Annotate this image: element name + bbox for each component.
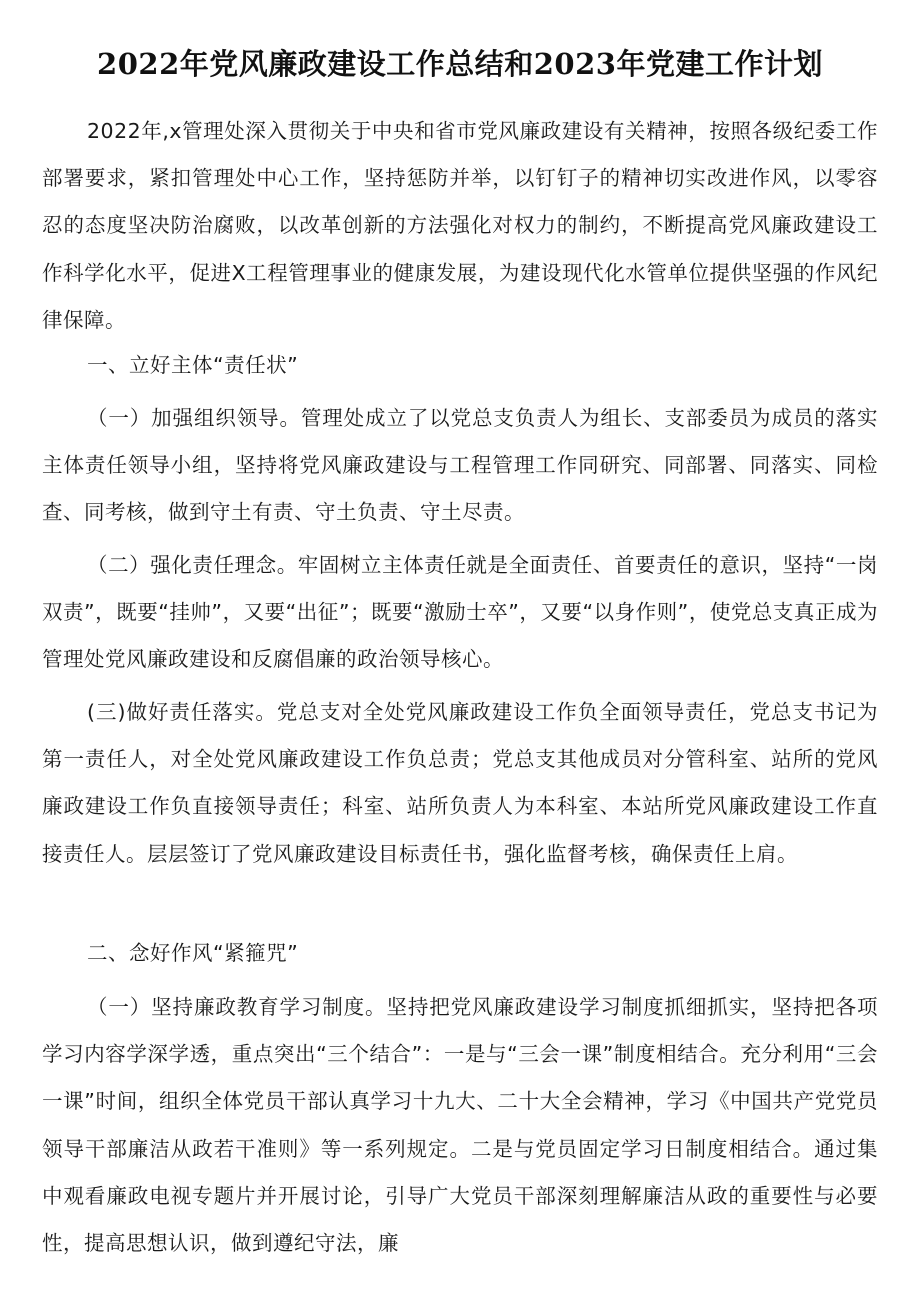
- section-2-heading: 二、念好作风“紧箍咒”: [87, 941, 299, 965]
- section-1-item-1: （一）加强组织领导。管理处成立了以党总支负责人为组长、支部委员为成员的落实主体责任领导小组，坚持将党风廉政建设与工程管理工作同研究、同部署、同落实、同检查、同考核，做到守土有责、守土负责、守土尽责。: [42, 406, 878, 525]
- section-1-item-3: (三)做好责任落实。党总支对全处党风廉政建设工作负全面领导责任，党总支书记为第一责任人，对全处党风廉政建设工作负总责；党总支其他成员对分管科室、站所的党风廉政建设工作负直接领导责任；科室、站所负责人为本科室、本站所党风廉政建设工作直接责任人。层层签订了党风廉政建设目标责任书，强化监督考核，确保责任上肩。: [42, 700, 878, 866]
- section-2-item-1: （一）坚持廉政教育学习制度。坚持把党风廉政建设学习制度抓细抓实，坚持把各项学习内容学深学透，重点突出“三个结合”：一是与“三会一课”制度相结合。充分利用“三会一课”时间，组织全体党员干部认真学习十九大、二十大全会精神，学习《中国共产党党员领导干部廉洁从政若干准则》等一系列规定。二是与党员固定学习日制度相结合。通过集中观看廉政电视专题片并开展讨论，引导广大党员干部深刻理解廉洁从政的重要性与必要性，提高思想认识，做到遵纪守法，廉: [42, 995, 878, 1256]
- section-1-item-2: （二）强化责任理念。牢固树立主体责任就是全面责任、首要责任的意识，坚持“一岗双责”，既要“挂帅”，又要“出征”；既要“激励士卒”，又要“以身作则”，使党总支真正成为管理处党风廉政建设和反腐倡廉的政治领导核心。: [42, 553, 878, 672]
- document-title: 2022年党风廉政建设工作总结和2023年党建工作计划: [97, 47, 823, 81]
- section-1-heading: 一、立好主体“责任状”: [87, 353, 299, 377]
- intro-paragraph: 2022年,x管理处深入贯彻关于中央和省市党风廉政建设有关精神，按照各级纪委工作部署要求，紧扣管理处中心工作，坚持惩防并举，以钉钉子的精神切实改进作风，以零容忍的态度坚决防治腐败，以改革创新的方法强化对权力的制约，不断提高党风廉政建设工作科学化水平，促进X工程管理事业的健康发展，为建设现代化水管单位提供坚强的作风纪律保障。: [42, 119, 878, 332]
